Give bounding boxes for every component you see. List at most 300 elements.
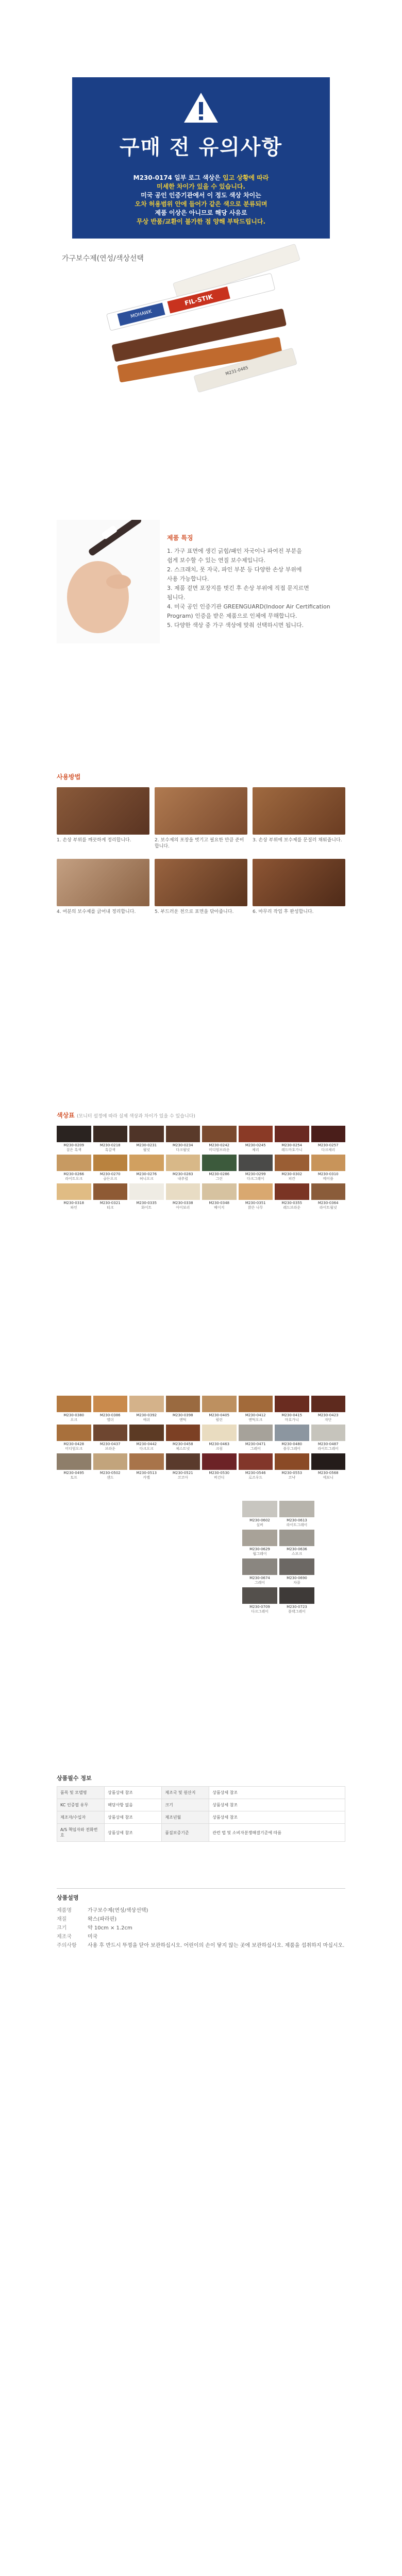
description-label: 제품명	[57, 1908, 72, 1913]
color-chip	[129, 1453, 164, 1480]
color-code: M230-0480	[281, 1442, 303, 1446]
info-key: 크기	[162, 1799, 209, 1811]
color-swatch	[93, 1126, 128, 1142]
color-swatch	[242, 1530, 277, 1546]
color-chip	[202, 1126, 237, 1153]
color-swatch	[129, 1396, 164, 1412]
color-swatch	[166, 1183, 200, 1200]
color-chip	[57, 1453, 91, 1480]
usage-title: 사용방법	[57, 773, 81, 781]
color-swatch	[242, 1501, 277, 1517]
product-detail-page	[0, 77, 402, 2012]
color-code: M230-0286	[209, 1172, 230, 1176]
info-key: 품질보증기준	[162, 1824, 209, 1842]
color-chip	[166, 1453, 200, 1480]
color-code: M230-0245	[245, 1143, 266, 1147]
gray-color-section	[242, 1501, 314, 1614]
color-chip	[202, 1155, 237, 1181]
color-swatch	[93, 1453, 128, 1470]
feature-line: 4. 미국 공인 인증기관 GREENGUARD(Indoor Air Certification	[167, 603, 330, 610]
color-swatch	[202, 1453, 237, 1470]
description-row	[57, 1933, 345, 1941]
color-chip	[239, 1155, 273, 1181]
color-code: M230-0231	[136, 1143, 157, 1147]
color-swatch	[242, 1587, 277, 1604]
color-name: 그린	[215, 1177, 223, 1181]
color-name: 라이트월넛	[319, 1206, 337, 1210]
feature-line: 5. 다양한 색상 중 가구 색상에 맞춰 선택하시면 됩니다.	[167, 622, 304, 629]
color-swatch	[275, 1425, 309, 1441]
feature-line: 됩니다.	[167, 594, 186, 601]
color-chip	[275, 1396, 309, 1422]
color-chip	[202, 1453, 237, 1480]
color-swatch	[311, 1155, 346, 1171]
color-code: M230-0310	[317, 1172, 339, 1176]
description-row	[57, 1924, 345, 1932]
color-chart-title: 색상표 (모니터 설정에 따라 실제 색상과 차이가 있을 수 있습니다)	[57, 1112, 195, 1119]
usage-step: 3. 손상 부위에 보수제를 문질러 채워줍니다.	[253, 787, 345, 850]
color-code: M230-0355	[281, 1201, 303, 1205]
info-value: 관련 법 및 소비자분쟁해결기준에 따름	[209, 1824, 345, 1842]
color-chip	[93, 1453, 128, 1480]
color-code: M230-0602	[249, 1518, 270, 1522]
feature-line: Program) 인증을 받은 제품으로 인체에 무해합니다.	[167, 613, 297, 619]
info-key: KC 인증필 유무	[57, 1799, 105, 1811]
color-swatch	[239, 1126, 273, 1142]
color-name: 흑갈색	[105, 1148, 115, 1152]
color-chip	[93, 1126, 128, 1153]
color-swatch	[166, 1453, 200, 1470]
color-chip	[202, 1183, 237, 1210]
info-key: 제조자/수입자	[57, 1811, 105, 1824]
color-name: 체리	[252, 1148, 259, 1152]
color-chip	[166, 1126, 200, 1153]
usage-step-image	[155, 859, 247, 906]
color-swatch	[57, 1183, 91, 1200]
color-name: 라이트그레이	[317, 1447, 339, 1451]
info-value: 상품상세 참조	[105, 1824, 162, 1842]
color-name: 로즈우드	[248, 1476, 263, 1480]
color-name: 스모크	[291, 1552, 303, 1556]
notice-text: M230-0174 일부 로그 색상은 입고 상황에 따라 미세한 차이가 있을 수 있습니다. 미국 공인 인증기관에서 이 정도 색상 차이는 오차 허용범위 안에 들어가 같은 색으로 분류되며 제품 이상은 아니므로 해당 사유로 무상 반품/교환이 불가한 점 양해 부탁드립니다.	[133, 174, 269, 225]
color-chip	[166, 1183, 200, 1210]
product-info-table	[57, 1786, 345, 1842]
features-section	[57, 504, 345, 659]
brand-label: MOHAWK	[117, 303, 165, 326]
color-swatch	[202, 1183, 237, 1200]
color-swatch	[129, 1453, 164, 1470]
color-code: M230-0338	[172, 1201, 193, 1205]
color-code: M230-0321	[99, 1201, 121, 1205]
color-swatch	[57, 1126, 91, 1142]
usage-step: 2. 보수제의 포장을 벗기고 필요한 만큼 준비합니다.	[155, 787, 247, 850]
color-code: M230-0423	[317, 1413, 339, 1417]
color-swatch	[57, 1155, 91, 1171]
color-code: M230-0283	[172, 1172, 193, 1176]
color-name: 차콜	[293, 1581, 300, 1585]
color-chip	[239, 1396, 273, 1422]
product-photo	[88, 273, 314, 401]
hand-illustration	[57, 520, 160, 643]
color-chip	[57, 1155, 91, 1181]
color-name: 크림	[215, 1447, 223, 1451]
color-swatch	[239, 1396, 273, 1412]
color-code: M230-0487	[317, 1442, 339, 1446]
color-name: 메이플	[323, 1177, 333, 1181]
color-chip	[242, 1530, 277, 1556]
color-swatch	[275, 1155, 309, 1171]
description-row	[57, 1916, 345, 1923]
color-name: 앤틱	[179, 1418, 187, 1422]
color-chip	[311, 1155, 346, 1181]
color-name: 다크체리	[321, 1148, 336, 1152]
color-chip	[311, 1126, 346, 1153]
color-code: M230-0299	[245, 1172, 266, 1176]
color-chip	[129, 1126, 164, 1153]
color-name: 앤틱오크	[248, 1418, 263, 1422]
color-chip	[275, 1425, 309, 1451]
color-chip	[242, 1558, 277, 1585]
color-code: M230-0266	[63, 1172, 85, 1176]
color-name: 토프	[70, 1476, 78, 1480]
color-name: 골든오크	[103, 1177, 118, 1181]
color-code: M230-0398	[172, 1413, 193, 1417]
color-code: M230-0723	[287, 1605, 307, 1609]
color-swatch	[311, 1183, 346, 1200]
product-description-section	[57, 1888, 345, 1950]
description-value: 미국	[88, 1934, 98, 1940]
color-swatch	[239, 1425, 273, 1441]
color-swatch	[129, 1126, 164, 1142]
color-chip	[57, 1425, 91, 1451]
color-swatch	[275, 1126, 309, 1142]
color-code: M230-0502	[99, 1471, 121, 1475]
color-swatch	[239, 1155, 273, 1171]
color-code: M230-0335	[136, 1201, 157, 1205]
description-value: 약 10cm × 1.2cm	[88, 1925, 132, 1931]
color-code: M230-0415	[281, 1413, 303, 1417]
color-swatch	[239, 1183, 273, 1200]
color-code: M230-0471	[245, 1442, 266, 1446]
feature-line: 3. 제품 겉면 포장지를 벗긴 후 손상 부위에 직접 문지르면	[167, 585, 309, 591]
color-swatch	[311, 1126, 346, 1142]
usage-step: 1. 손상 부위를 깨끗하게 정리합니다.	[57, 787, 149, 850]
color-code: M230-0463	[209, 1442, 230, 1446]
color-code: M230-0709	[249, 1605, 270, 1609]
color-name: 오크	[70, 1418, 78, 1422]
color-chip	[93, 1396, 128, 1422]
color-chip	[57, 1183, 91, 1210]
info-value: 상품상세 참조	[209, 1799, 345, 1811]
color-chip	[279, 1558, 314, 1585]
description-label: 제조국	[57, 1934, 72, 1940]
color-name: 코냑	[288, 1476, 296, 1480]
color-chip	[239, 1453, 273, 1480]
description-row	[57, 1942, 345, 1950]
color-code: M230-0546	[245, 1471, 266, 1475]
usage-step-image	[155, 787, 247, 835]
color-swatch	[93, 1183, 128, 1200]
color-swatch	[275, 1396, 309, 1412]
color-code: M230-0380	[63, 1413, 85, 1417]
color-code: M230-0234	[172, 1143, 193, 1147]
color-code: M230-0276	[136, 1172, 157, 1176]
color-code: M230-0254	[281, 1143, 303, 1147]
color-code: M230-0348	[209, 1201, 230, 1205]
usage-section	[57, 772, 345, 915]
gray-color-grid	[242, 1501, 314, 1614]
product-code-label: M231-0485	[225, 365, 249, 377]
color-name: 에보니	[323, 1476, 333, 1480]
color-name: 브라운	[105, 1447, 115, 1451]
color-name: 아이보리	[176, 1206, 190, 1210]
info-value: 상품상세 참조	[209, 1787, 345, 1799]
color-name: 웜그레이	[253, 1552, 267, 1556]
color-code: M230-0629	[249, 1547, 270, 1551]
info-value: 상품상세 참조	[105, 1787, 162, 1799]
usage-step: 5. 부드러운 천으로 표면을 닦아줍니다.	[155, 859, 247, 915]
color-name: 피칸	[288, 1177, 296, 1181]
warning-icon	[183, 92, 219, 124]
color-chip	[202, 1425, 237, 1451]
color-code: M230-0674	[249, 1576, 270, 1580]
color-code: M230-0270	[99, 1172, 121, 1176]
color-swatch	[166, 1126, 200, 1142]
color-swatch	[129, 1183, 164, 1200]
description-row	[57, 1907, 345, 1914]
color-code: M230-0405	[209, 1413, 230, 1417]
color-name: 월넛	[143, 1148, 150, 1152]
color-code: M230-0568	[317, 1471, 339, 1475]
color-swatch	[242, 1558, 277, 1575]
description-label: 재질	[57, 1917, 67, 1922]
color-chip	[279, 1501, 314, 1528]
product-info-title: 상품필수 정보	[57, 1775, 92, 1782]
color-swatch	[166, 1155, 200, 1171]
color-name: 블루그레이	[283, 1447, 301, 1451]
color-chip	[311, 1453, 346, 1480]
color-chip	[57, 1126, 91, 1153]
color-chip	[129, 1396, 164, 1422]
color-swatch	[166, 1425, 200, 1441]
color-name: 애쉬	[143, 1418, 150, 1422]
color-swatch	[275, 1183, 309, 1200]
color-name: 다크그레이	[251, 1609, 269, 1614]
color-name: 레드마호가니	[281, 1148, 303, 1152]
description-value: 사용 후 반드시 뚜껑을 닫아 보관하십시오. 어린이의 손이 닿지 않는 곳에 보관하십시오. 제품을 섭취하지 마십시오.	[88, 1943, 345, 1948]
color-code: M230-0209	[63, 1143, 85, 1147]
color-chip	[129, 1425, 164, 1451]
color-swatch	[93, 1425, 128, 1441]
color-chart-grid	[57, 1126, 345, 1210]
color-name: 라이트오크	[65, 1177, 83, 1181]
color-swatch	[275, 1453, 309, 1470]
color-code: M230-0392	[136, 1413, 157, 1417]
color-name: 카멜	[143, 1476, 150, 1480]
info-key: 제조년월	[162, 1811, 209, 1824]
info-value: 상품상세 참조	[105, 1811, 162, 1824]
color-code: M230-0636	[287, 1547, 307, 1551]
color-swatch	[279, 1501, 314, 1517]
color-chip	[93, 1155, 128, 1181]
features-title: 제품 특징	[167, 534, 193, 541]
feature-line: 2. 스크래치, 못 자국, 파인 부분 등 다양한 손상 부위에	[167, 566, 302, 573]
usage-grid	[57, 787, 345, 915]
color-code: M230-0218	[99, 1143, 121, 1147]
color-swatch	[202, 1126, 237, 1142]
color-name: 파인	[70, 1206, 78, 1210]
color-name: 실버	[256, 1523, 263, 1527]
description-title: 상품설명	[57, 1888, 345, 1902]
color-swatch	[166, 1396, 200, 1412]
description-value: 왁스(파라핀)	[88, 1917, 117, 1922]
color-swatch	[93, 1396, 128, 1412]
color-chip	[166, 1396, 200, 1422]
color-chip	[202, 1396, 237, 1422]
color-chip	[166, 1425, 200, 1451]
feature-line: 1. 가구 표면에 생긴 긁힘/패인 자국이나 파여진 부분을	[167, 548, 302, 554]
color-chip	[275, 1183, 309, 1210]
color-chip	[279, 1587, 314, 1614]
table-row	[57, 1811, 345, 1824]
color-swatch	[202, 1155, 237, 1171]
color-code: M230-0690	[287, 1576, 307, 1580]
color-code: M230-0613	[287, 1518, 307, 1522]
description-value: 가구보수제(연성/색상선택)	[88, 1908, 148, 1913]
color-chip	[93, 1183, 128, 1210]
color-swatch	[279, 1587, 314, 1604]
usage-step-image	[253, 859, 345, 906]
color-code: M230-0495	[63, 1471, 85, 1475]
color-code: M230-0442	[136, 1442, 157, 1446]
table-row	[57, 1787, 345, 1799]
description-label: 크기	[57, 1925, 67, 1931]
info-key: A/S 책임자와 전화번호	[57, 1824, 105, 1842]
color-name: 펄린	[215, 1418, 223, 1422]
color-chip	[242, 1587, 277, 1614]
color-name: 다크그레이	[246, 1177, 264, 1181]
color-name: 미디엄오크	[65, 1447, 83, 1451]
color-swatch	[57, 1453, 91, 1470]
info-value: 상품상세 참조	[209, 1811, 345, 1824]
color-swatch	[93, 1155, 128, 1171]
color-code: M230-0318	[63, 1201, 85, 1205]
color-chip	[275, 1453, 309, 1480]
color-swatch	[129, 1155, 164, 1171]
color-name: 샌드	[106, 1476, 114, 1480]
color-name: 다크월넛	[176, 1148, 190, 1152]
color-chip	[311, 1425, 346, 1451]
color-swatch	[311, 1453, 346, 1470]
wood-color-grid	[57, 1396, 345, 1480]
color-chip	[311, 1396, 346, 1422]
color-code: M230-0386	[99, 1413, 121, 1417]
color-code: M230-0553	[281, 1471, 303, 1475]
color-name: 레드브라운	[283, 1206, 301, 1210]
color-chart-section	[57, 1111, 345, 1210]
color-name: 코코아	[177, 1476, 188, 1480]
color-name: 밝은 나무	[248, 1206, 263, 1210]
color-name: 블랙그레이	[288, 1609, 306, 1614]
color-code: M230-0364	[317, 1201, 339, 1205]
color-code: M230-0412	[245, 1413, 266, 1417]
color-name: 버건디	[214, 1476, 225, 1480]
color-chip	[129, 1155, 164, 1181]
color-chip	[311, 1183, 346, 1210]
color-code: M230-0257	[317, 1143, 339, 1147]
color-chip	[239, 1183, 273, 1210]
feature-line: 쉽게 보수할 수 있는 연질 보수제입니다.	[167, 557, 265, 564]
description-body	[57, 1907, 345, 1950]
hand-holding-stick-image	[57, 520, 160, 643]
color-swatch	[311, 1425, 346, 1441]
info-value: 해당사항 없음	[105, 1799, 162, 1811]
color-code: M230-0302	[281, 1172, 303, 1176]
product-info-section	[57, 1774, 345, 1842]
color-chip	[166, 1155, 200, 1181]
usage-step-image	[57, 859, 149, 906]
features-text	[160, 533, 345, 630]
color-name: 그레이	[254, 1581, 265, 1585]
color-name: 다크오크	[139, 1447, 154, 1451]
table-row	[57, 1799, 345, 1811]
color-chip	[275, 1155, 309, 1181]
color-name: 티크	[106, 1206, 114, 1210]
color-chip	[279, 1530, 314, 1556]
color-chip	[239, 1425, 273, 1451]
color-name: 그레이	[250, 1447, 261, 1451]
usage-step-image	[57, 787, 149, 835]
color-chip	[242, 1501, 277, 1528]
product-name-label: FIL-STIK	[167, 286, 230, 313]
color-name: 자단	[324, 1418, 332, 1422]
color-swatch	[239, 1453, 273, 1470]
color-code: M230-0513	[136, 1471, 157, 1475]
color-name: 짙은 흑색	[66, 1148, 81, 1152]
color-code: M230-0458	[172, 1442, 193, 1446]
color-swatch	[129, 1425, 164, 1441]
color-code: M230-0351	[245, 1201, 266, 1205]
color-name: 마호가니	[284, 1418, 299, 1422]
usage-step-image	[253, 787, 345, 835]
color-swatch	[202, 1396, 237, 1412]
notice-title: 구매 전 유의사항	[119, 135, 283, 159]
feature-line: 사용 가능합니다.	[167, 575, 209, 582]
purchase-notice-banner	[72, 77, 330, 239]
color-chip	[275, 1126, 309, 1153]
color-swatch	[57, 1396, 91, 1412]
color-chip	[129, 1183, 164, 1210]
description-label: 주의사항	[57, 1943, 77, 1948]
info-key: 제조국 및 원산지	[162, 1787, 209, 1799]
section-title: 가구보수제(연성/색상선택	[62, 255, 144, 263]
color-name: 체스트넛	[176, 1447, 190, 1451]
color-chip	[57, 1396, 91, 1422]
color-chip	[93, 1425, 128, 1451]
color-name: 라이트그레이	[286, 1523, 308, 1527]
color-swatch	[311, 1396, 346, 1412]
color-code: M230-0437	[99, 1442, 121, 1446]
color-chip	[239, 1126, 273, 1153]
color-swatch	[202, 1425, 237, 1441]
table-row	[57, 1824, 345, 1842]
color-name: 화이트	[141, 1206, 152, 1210]
color-swatch	[279, 1558, 314, 1575]
color-name: 미디엄브라운	[208, 1148, 230, 1152]
usage-step: 4. 여분의 보수제를 긁어내 정리합니다.	[57, 859, 149, 915]
color-name: 베이지	[214, 1206, 225, 1210]
wood-color-section	[57, 1396, 345, 1480]
